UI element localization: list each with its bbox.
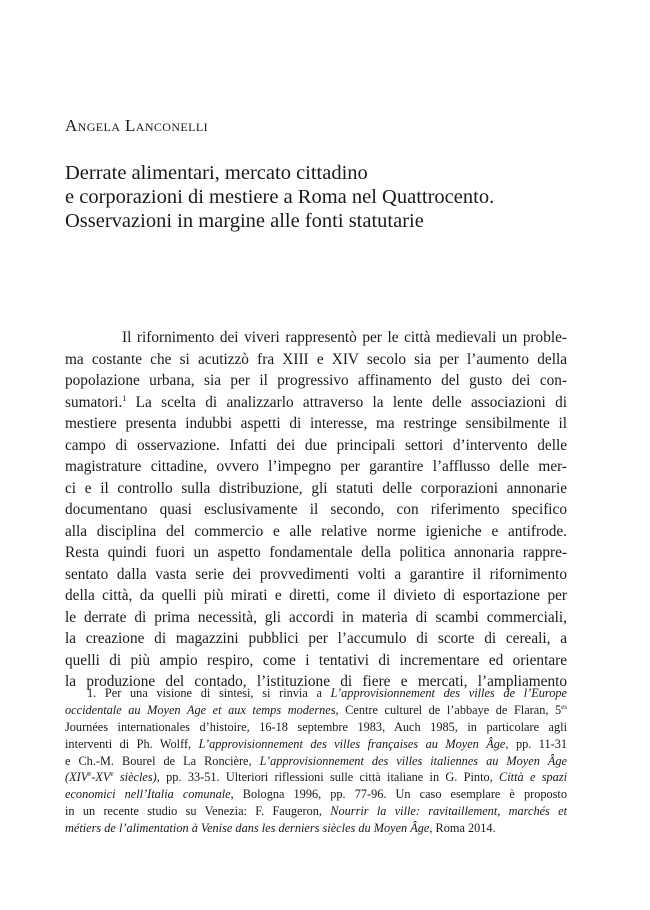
footnote (65, 685, 567, 837)
body-line: mestiere presenta indubbi aspetti di interesse, ma restringe sensibilmente il (65, 415, 567, 432)
footnote-line: Journées internationales d’histoire, 16-18 septembre 1983, Auch 1985, in particolare agli (65, 719, 567, 734)
body-line: ma costante che si acutizzò fra XIII e XIV secolo sia per l’aumento della (65, 350, 567, 368)
author-name: Angela Lanconelli (65, 116, 209, 135)
body-line: le derrate di prima necessità, gli accordi in materia di scambi commerciali, (65, 608, 567, 626)
footnote-citation: Città e spazi (499, 770, 567, 785)
body-text-segment: La scelta di analizzarlo attraverso la lente delle associazioni di (126, 393, 567, 411)
body-line: popolazione urbana, sia per il progressivo affinamento del gusto dei con- (65, 372, 567, 389)
footnote-superscript: e (110, 770, 114, 779)
body-line (65, 392, 567, 414)
body-line: Resta quindi fuori un aspetto fondamentale della politica annonaria rappre- (65, 544, 567, 561)
body-text-segment: sumatori. (65, 393, 123, 411)
footnote-citation: L’approvisionnement des villes de l’Europe (330, 686, 567, 700)
article-title (65, 161, 605, 233)
body-line: alla disciplina del commercio e alle relative norme igieniche e antifrode. (65, 522, 567, 540)
footnote-citation: siècles) (113, 770, 157, 785)
body-line: ci e il controllo sulla distribuzione, gli statuti delle corporazioni annonarie (65, 479, 567, 497)
footnote-text: , pp. 11-31 (505, 736, 568, 751)
title-line: Osservazioni in margine alle fonti statutarie (65, 210, 424, 232)
footnote-citation: métiers de l’alimentation à Venise dans les derniers siècles du Moyen Âge (65, 821, 430, 836)
body-line: quelli di più ampio respiro, come i tentativi di incrementare ed orientare (65, 651, 567, 669)
footnote-citation: (XIV (65, 770, 89, 785)
footnote-text: interventi di Ph. Wolff, (65, 736, 199, 751)
title-line: Derrate alimentari, mercato cittadino (65, 162, 368, 184)
footnote-line (65, 786, 567, 803)
footnote-text: , pp. 33-51. Ulteriori riflessioni sulle città italiane in G. Pinto, (156, 770, 500, 785)
footnote-line (65, 820, 567, 837)
body-line: della città, da quelli più mirati e diretti, come il divieto di esportazione per (65, 587, 567, 604)
footnote-reference: 1 (122, 393, 127, 403)
footnote-citation: occidentale au Moyen Age et aux temps modernes (65, 702, 336, 717)
body-line: la creazione di magazzini pubblici per l’accumulo di scorte di cereali, a (65, 630, 567, 647)
footnote-citation: economici nell’Italia comunale (65, 787, 231, 802)
footnote-text: , Bologna 1996, pp. 77-96. Un caso esemplare è proposto (230, 787, 567, 802)
footnote-text: 1. Per una visione di sintesi, si rinvia a (87, 686, 331, 700)
footnote-line (65, 685, 567, 702)
footnote-citation: -XV (91, 770, 111, 785)
body-line: la produzione del contado, l’istituzione di fiere e mercati, l’ampliamento (65, 673, 567, 690)
body-line: sentato dalla vasta serie dei provvedimenti volti a garantire il rifornimento (65, 565, 567, 583)
body-line: Il rifornimento dei viveri rappresentò per le città medievali un proble- (122, 329, 567, 346)
footnote-citation: L’approvisionnement des villes françaises au Moyen Âge (198, 736, 506, 751)
footnote-line (65, 753, 567, 770)
body-line: campo di osservazione. Infatti dei due principali settori d’intervento delle (65, 436, 567, 454)
footnote-text: , Centre culturel de l’abbaye de Flaran, 5 (335, 702, 562, 717)
body-line: documentano quasi esclusivamente il secondo, con riferimento specifico (65, 501, 567, 518)
title-line: e corporazioni di mestiere a Roma nel Quattrocento. (65, 186, 495, 208)
footnote-line (65, 702, 567, 719)
footnote-superscript: es (561, 702, 567, 711)
footnote-text: e Ch.-M. Bourel de La Roncière, (65, 753, 260, 768)
footnote-citation: L’approvisionnement des villes italiennes au Moyen Âge (259, 753, 567, 768)
footnote-text: , Roma 2014. (429, 821, 496, 836)
footnote-line (65, 736, 567, 753)
footnote-line (65, 769, 567, 786)
footnote-text: in un recente studio su Venezia: F. Faugeron, (65, 804, 331, 819)
footnote-line (65, 803, 567, 820)
footnote-citation: Nourrir la ville: ravitaillement, marchés et (330, 804, 568, 819)
footnote-superscript: e (88, 770, 92, 779)
body-text (65, 327, 567, 693)
body-line: magistrature cittadine, ovvero l’impegno per garantire l’afflusso delle mer- (65, 458, 567, 475)
